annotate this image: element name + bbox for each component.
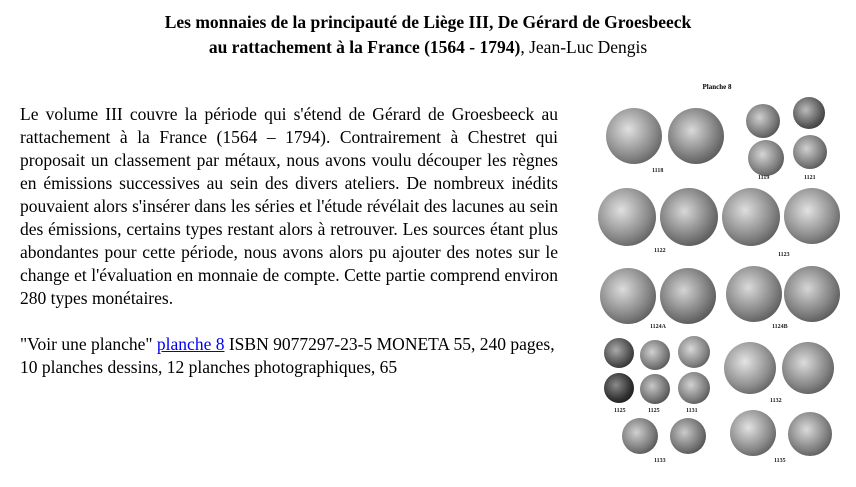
coin-number: 1118 <box>652 168 664 174</box>
details-text: ISBN 9077297-23-5 MONETA 55, 240 pages, 10 planches dessins, 12 planches photographiques, 65 <box>20 334 555 377</box>
coin-image <box>748 140 784 176</box>
coin-image <box>678 336 710 368</box>
coin-number: 1132 <box>770 398 782 404</box>
page-title <box>0 10 856 60</box>
coin-number: 1135 <box>774 458 786 464</box>
coin-image <box>726 266 782 322</box>
coin-image <box>678 372 710 404</box>
coin-image <box>606 108 662 164</box>
coin-image <box>640 374 670 404</box>
coin-image <box>600 268 656 324</box>
coin-image <box>784 188 840 244</box>
coin-image <box>640 340 670 370</box>
coin-image <box>622 418 658 454</box>
coin-image <box>788 412 832 456</box>
coin-image <box>604 373 634 403</box>
voir-text: "Voir une planche" <box>20 334 157 354</box>
coin-plate-image[interactable] <box>592 80 842 470</box>
coin-number: 1125 <box>614 408 626 414</box>
coin-number: 1124A <box>650 324 667 330</box>
coin-image <box>660 188 718 246</box>
description-paragraph: Le volume III couvre la période qui s'étend de Gérard de Groesbeeck au rattachement à la France (1564 – 1794). Contrairement à Chestret qui proposait un classement par métaux, nous avons voulu découper les règnes en émissions successives au sein des divers ateliers. De nombreux inédits pouvaient alors s'insérer dans les séries et l'étude révélait des lacunes au sein des émissions, certains types restant alors à retrouver. Les sources étant plus abondantes pour cette période, nous avons alors pu ajouter des notes sur le change et l'évaluation en monnaie de compte. Cette partie comprend environ 280 types monétaires. <box>20 104 558 308</box>
coin-number: 1131 <box>686 408 698 414</box>
coin-image <box>784 266 840 322</box>
planche-link[interactable]: planche 8 <box>156 334 225 354</box>
coin-image <box>598 188 656 246</box>
coin-number: 1122 <box>654 248 666 254</box>
coin-number: 1119 <box>758 175 770 181</box>
coin-number: 1121 <box>804 175 816 181</box>
coin-image <box>730 410 776 456</box>
coin-number: 1133 <box>654 458 666 464</box>
coin-image <box>668 108 724 164</box>
coin-image <box>722 188 780 246</box>
description <box>20 103 558 379</box>
coin-image <box>670 418 706 454</box>
coin-image <box>604 338 634 368</box>
coin-number: 1124B <box>772 324 788 330</box>
coin-number: 1123 <box>778 252 790 258</box>
plate-title: Planche 8 <box>702 83 732 91</box>
title-bold-line-1: Les monnaies de la principauté de Liège III, De Gérard de Groesbeeck <box>164 12 692 32</box>
coin-image <box>793 97 825 129</box>
title-author: , Jean-Luc Dengis <box>520 37 648 57</box>
coin-image <box>782 342 834 394</box>
coin-image <box>660 268 716 324</box>
title-bold-line-2: au rattachement à la France (1564 - 1794) <box>208 37 521 57</box>
book-details <box>20 333 558 379</box>
coin-image <box>793 135 827 169</box>
coin-image <box>746 104 780 138</box>
coin-image <box>724 342 776 394</box>
coin-number: 1125 <box>648 408 660 414</box>
